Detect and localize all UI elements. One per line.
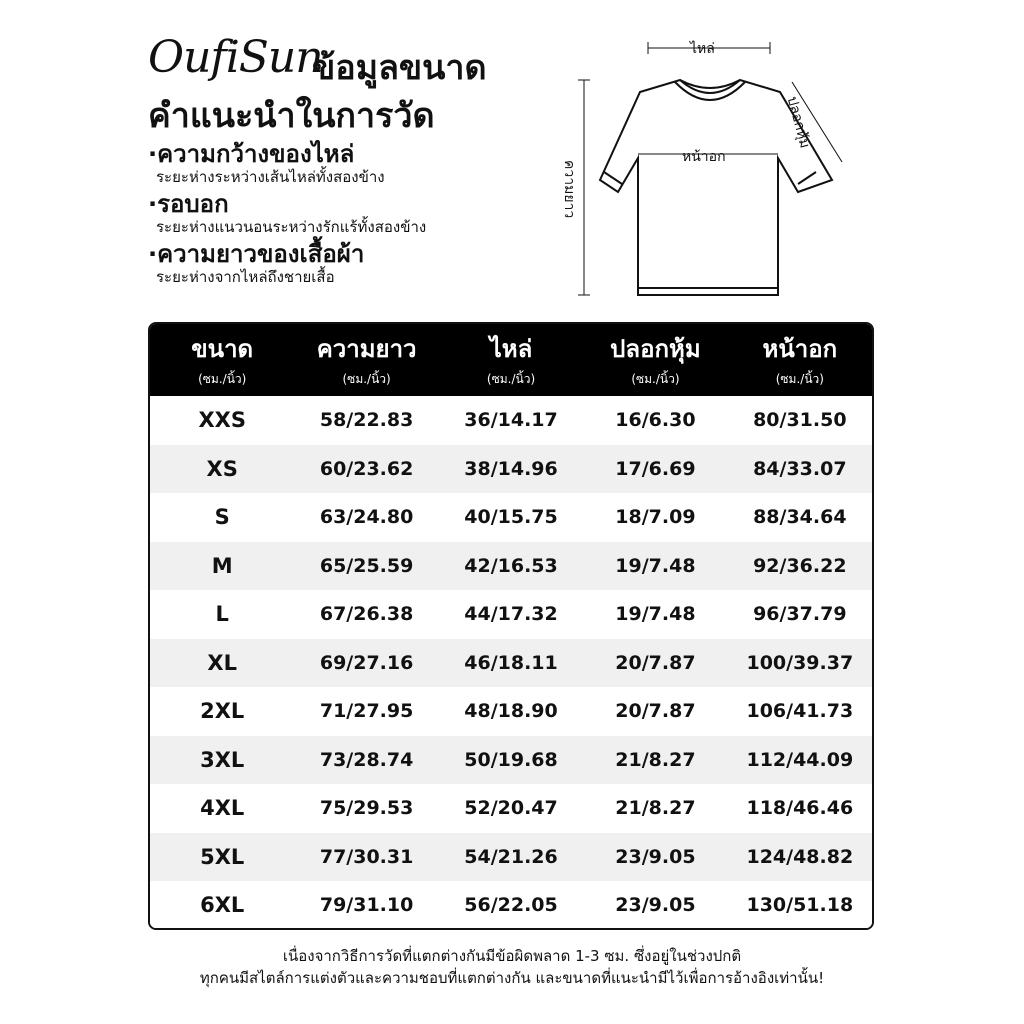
measurement-cell: 106/41.73 xyxy=(746,700,854,723)
measurement-cell: 79/31.10 xyxy=(319,894,414,917)
tip-description: ระยะห่างระหว่างเส้นไหล่ทั้งสองข้าง xyxy=(156,168,385,186)
measurement-cell: 73/28.74 xyxy=(319,748,414,771)
table-row xyxy=(150,542,872,591)
column-label: ขนาด xyxy=(191,335,254,363)
tip-description: ระยะห่างจากไหล่ถึงชายเสื้อ xyxy=(156,268,335,286)
column-label: ไหล่ xyxy=(489,335,533,363)
size-cell: XXS xyxy=(198,408,246,433)
measurement-cell: 44/17.32 xyxy=(464,603,558,626)
measurement-cell: 71/27.95 xyxy=(319,700,414,723)
size-cell: L xyxy=(215,602,229,627)
disclaimer-line-2: ทุกคนมีสไตล์การแต่งตัวและความชอบที่แตกต่างกัน และขนาดที่แนะนำมีไว้เพื่อการอ้างอิงเท่านั้น! xyxy=(199,969,825,987)
size-cell: M xyxy=(211,553,233,578)
table-row xyxy=(150,445,872,494)
measurement-cell: 42/16.53 xyxy=(464,554,558,577)
measurement-cell: 48/18.90 xyxy=(464,700,558,723)
measurement-cell: 54/21.26 xyxy=(464,845,558,868)
measurement-cell: 21/8.27 xyxy=(615,748,696,771)
column-header-chest xyxy=(728,324,872,396)
measurement-cell: 96/37.79 xyxy=(753,603,847,626)
sleeve-label: ปลอกหุ้ม xyxy=(783,94,813,150)
measurement-cell: 56/22.05 xyxy=(464,894,558,917)
measurement-cell: 40/15.75 xyxy=(464,506,558,529)
table-header xyxy=(150,324,872,396)
column-unit: (ซม./นิ้ว) xyxy=(775,372,824,386)
table-row xyxy=(150,687,872,736)
measurement-cell: 75/29.53 xyxy=(319,797,414,820)
chest-label: หน้าอก xyxy=(682,149,726,165)
column-label: หน้าอก xyxy=(762,335,838,363)
size-cell: S xyxy=(214,505,230,530)
column-label: ปลอกหุ้ม xyxy=(610,335,701,363)
tip-heading: ·ความยาวของเสื้อผ้า xyxy=(148,240,365,268)
column-unit: (ซม./นิ้ว) xyxy=(631,372,680,386)
measurement-cell: 50/19.68 xyxy=(464,748,558,771)
tip-description: ระยะห่างแนวนอนระหว่างรักแร้ทั้งสองข้าง xyxy=(156,218,427,236)
measurement-cell: 19/7.48 xyxy=(615,554,696,577)
measurement-cell: 84/33.07 xyxy=(753,457,847,480)
table-row xyxy=(150,493,872,542)
measurement-cell: 92/36.22 xyxy=(753,554,847,577)
tshirt-measurement-diagram xyxy=(561,30,870,310)
size-cell: 6XL xyxy=(200,893,245,918)
column-label: ความยาว xyxy=(316,335,417,363)
measurement-cell: 17/6.69 xyxy=(615,457,696,480)
brand-logo: OufiSun xyxy=(148,32,323,83)
measurement-cell: 60/23.62 xyxy=(319,457,414,480)
measurement-cell: 16/6.30 xyxy=(615,409,696,432)
measurement-cell: 23/9.05 xyxy=(615,845,696,868)
measurement-cell: 77/30.31 xyxy=(319,845,414,868)
table-row xyxy=(150,881,872,930)
measurement-cell: 63/24.80 xyxy=(319,506,414,529)
size-cell: 3XL xyxy=(200,747,245,772)
measurement-cell: 100/39.37 xyxy=(746,651,854,674)
table-row xyxy=(150,396,872,445)
page-subtitle: คำแนะนำในการวัด xyxy=(148,96,435,136)
shoulder-label: ไหล่ xyxy=(690,41,715,57)
column-header-sleeve xyxy=(583,324,727,396)
tip-heading: ·ความกว้างของไหล่ xyxy=(148,140,355,168)
tip-heading: ·รอบอก xyxy=(148,190,229,218)
measurement-cell: 18/7.09 xyxy=(615,506,696,529)
measurement-cell: 20/7.87 xyxy=(615,651,696,674)
tshirt-icon xyxy=(570,30,870,310)
column-unit: (ซม./นิ้ว) xyxy=(486,372,536,386)
measurement-cell: 65/25.59 xyxy=(319,554,414,577)
column-header-length xyxy=(294,324,438,396)
disclaimer-line-1: เนื่องจากวิธีการวัดที่แตกต่างกันมีข้อผิดพลาด 1-3 ซม. ซึ่งอยู่ในช่วงปกติ xyxy=(282,947,742,965)
column-unit: (ซม./นิ้ว) xyxy=(198,372,247,386)
column-header-size xyxy=(150,324,294,396)
size-chart-table xyxy=(148,322,874,930)
column-unit: (ซม./นิ้ว) xyxy=(342,372,391,386)
measurement-cell: 88/34.64 xyxy=(753,506,847,529)
measurement-cell: 67/26.38 xyxy=(319,603,414,626)
measurement-cell: 69/27.16 xyxy=(319,651,414,674)
tip-chest xyxy=(148,190,426,236)
measurement-cell: 38/14.96 xyxy=(464,457,558,480)
size-cell: XL xyxy=(207,650,237,675)
size-cell: 5XL xyxy=(200,844,245,869)
measurement-cell: 52/20.47 xyxy=(464,797,558,820)
measurement-cell: 58/22.83 xyxy=(319,409,414,432)
measurement-cell: 23/9.05 xyxy=(615,894,696,917)
measurement-cell: 36/14.17 xyxy=(464,409,558,432)
measurement-cell: 46/18.11 xyxy=(464,651,558,674)
measurement-cell: 21/8.27 xyxy=(615,797,696,820)
measurement-cell: 20/7.87 xyxy=(615,700,696,723)
length-label: ความยาว xyxy=(561,160,577,219)
table-row xyxy=(150,784,872,833)
tip-shoulder xyxy=(148,140,385,186)
measurement-cell: 118/46.46 xyxy=(746,797,854,820)
size-cell: 2XL xyxy=(200,699,245,724)
measurement-cell: 130/51.18 xyxy=(746,894,854,917)
measurement-cell: 112/44.09 xyxy=(746,748,854,771)
measurement-cell: 124/48.82 xyxy=(746,845,854,868)
table-row xyxy=(150,833,872,882)
table-row xyxy=(150,736,872,785)
measurement-cell: 80/31.50 xyxy=(753,409,847,432)
table-row xyxy=(150,590,872,639)
size-cell: 4XL xyxy=(200,796,245,821)
page-title: ข้อมูลขนาด xyxy=(312,48,487,88)
column-header-shoulder xyxy=(439,324,583,396)
table-body xyxy=(150,396,872,930)
size-cell: XS xyxy=(206,456,238,481)
tip-length xyxy=(148,240,364,286)
table-row xyxy=(150,639,872,688)
measurement-cell: 19/7.48 xyxy=(615,603,696,626)
